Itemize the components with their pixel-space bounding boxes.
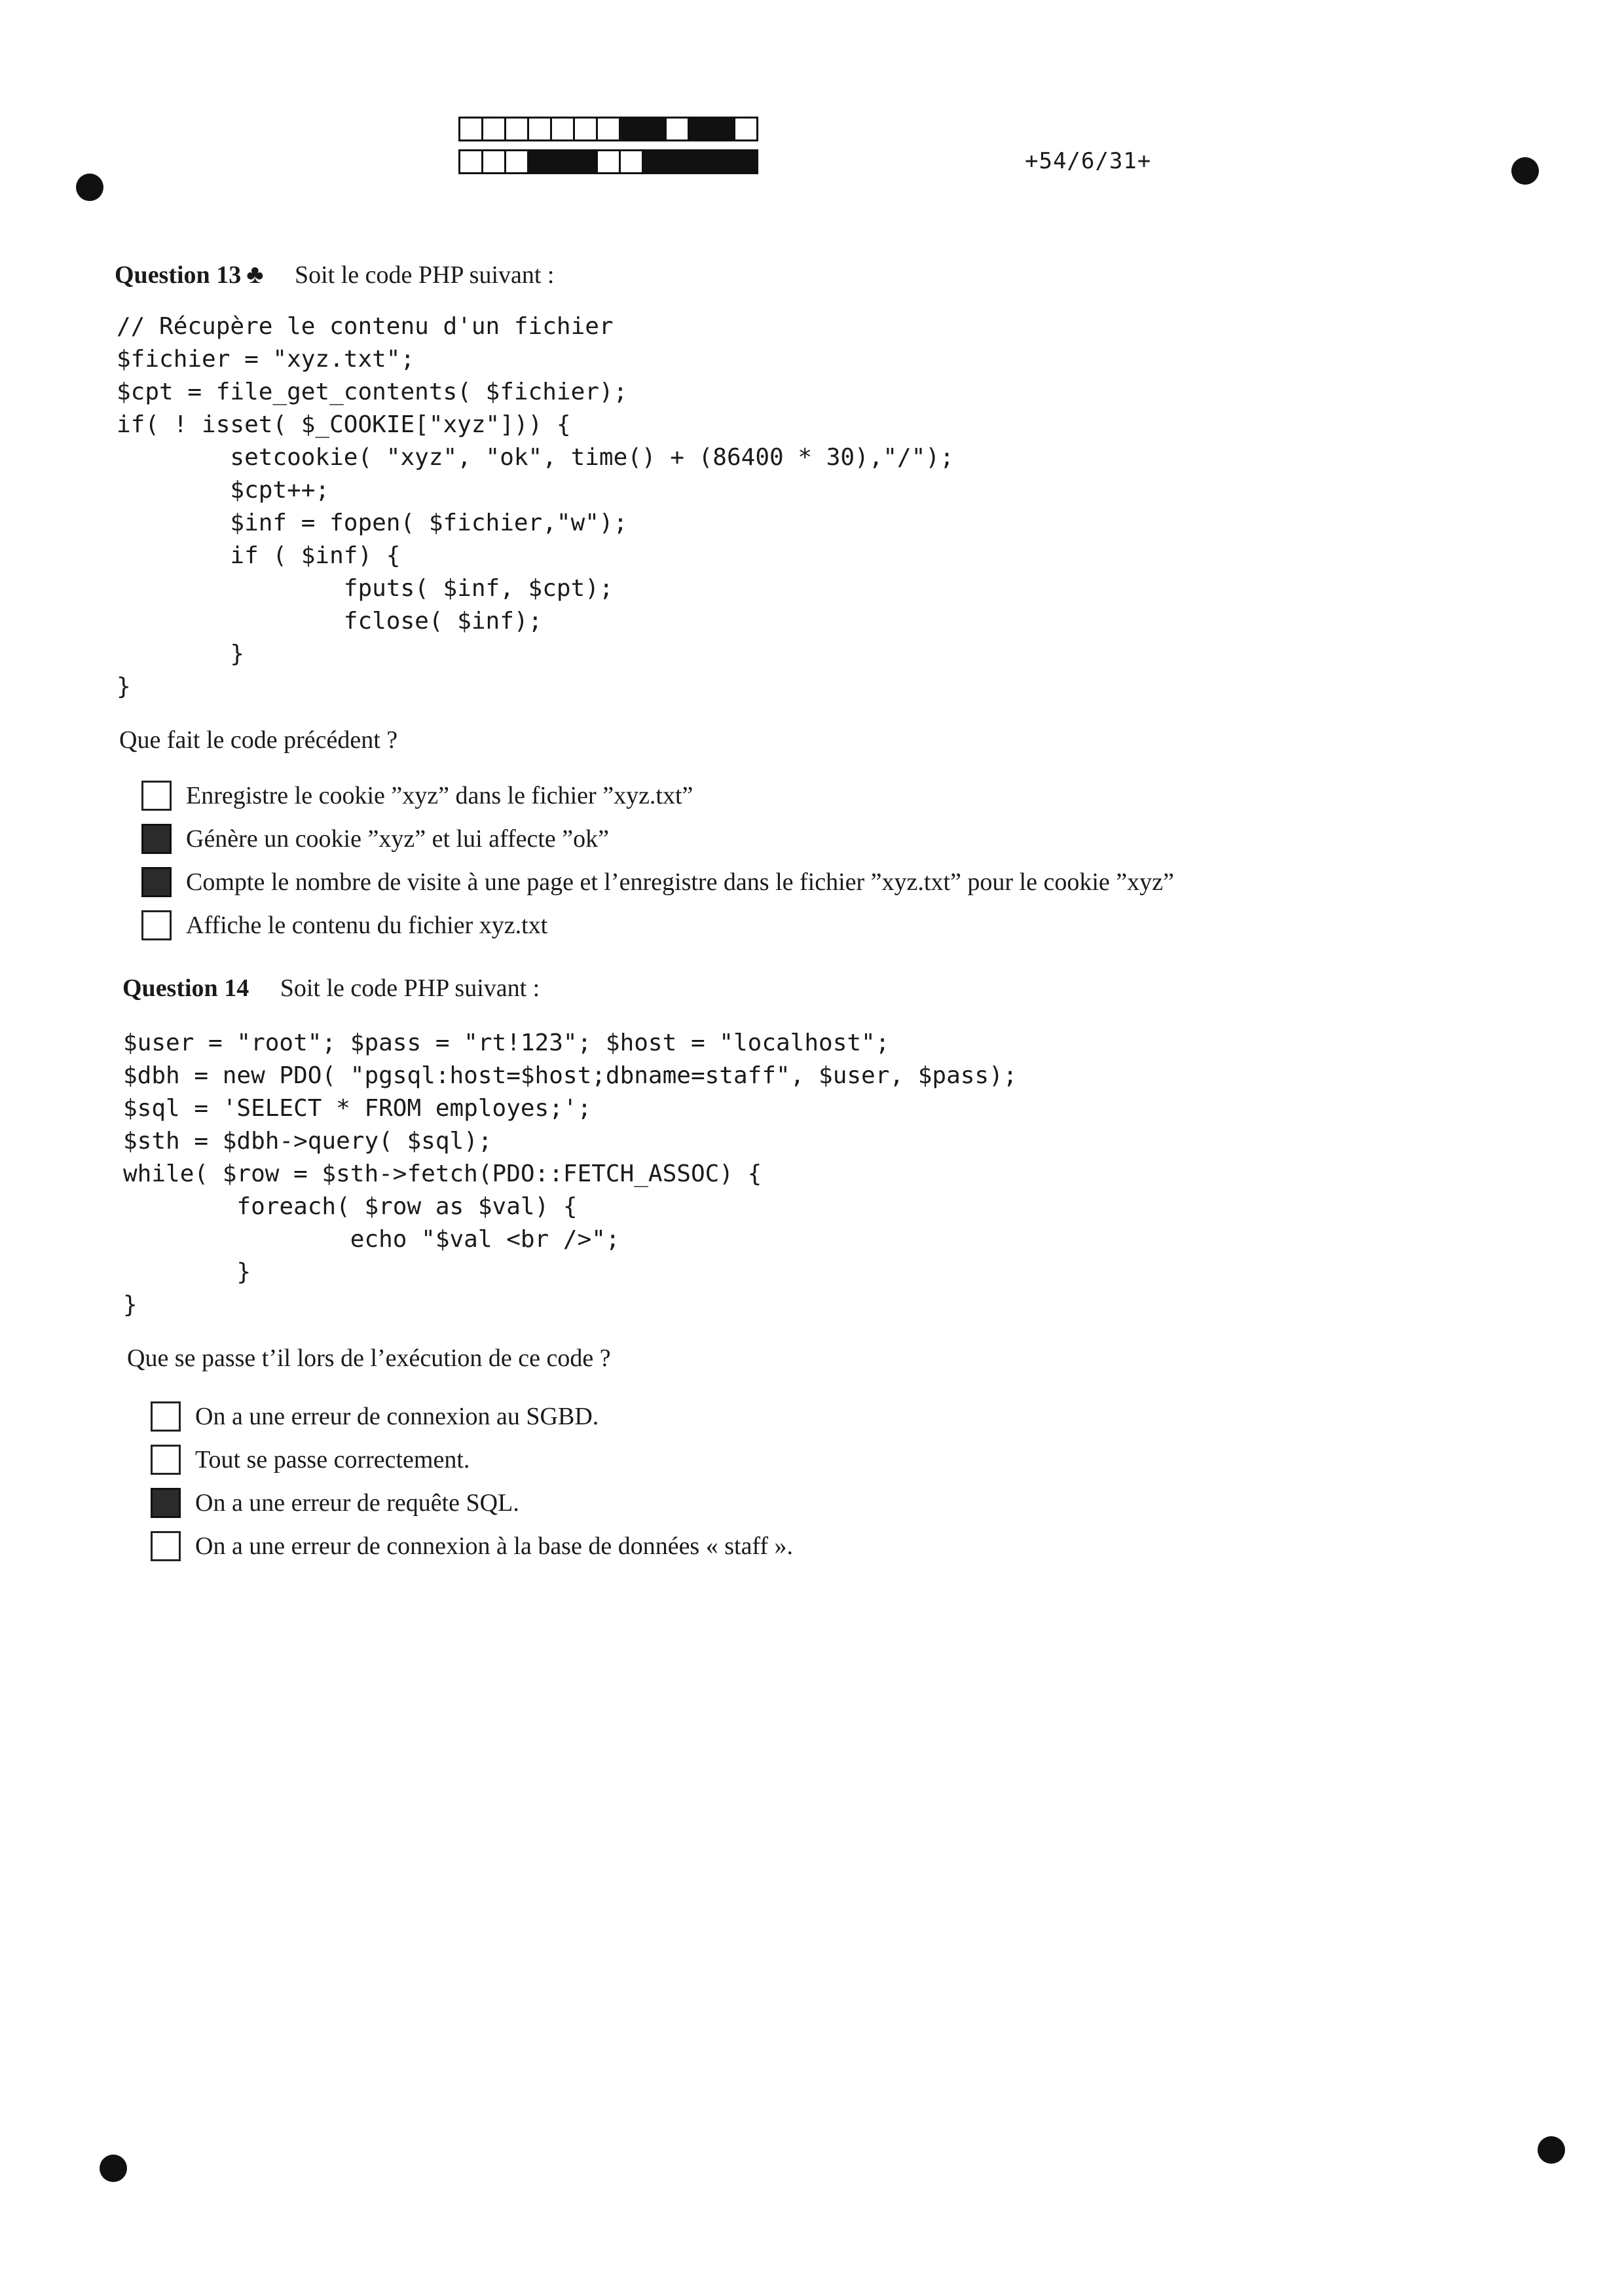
barcode-cell bbox=[642, 117, 667, 141]
barcode-cell bbox=[710, 117, 735, 141]
question-13-number: Question 13 ♣ bbox=[115, 259, 264, 289]
barcode-cell bbox=[481, 117, 506, 141]
answer-label: Tout se passe correctement. bbox=[195, 1446, 470, 1473]
answer-label: Enregistre le cookie ”xyz” dans le fichier ”xyz.txt” bbox=[186, 782, 693, 809]
question-13-intro: Soit le code PHP suivant : bbox=[294, 261, 555, 289]
question-14-intro: Soit le code PHP suivant : bbox=[280, 974, 540, 1002]
question-13-code: // Récupère le contenu d'un fichier $fichier = "xyz.txt"; $cpt = file_get_contents( $fichier); if( ! isset( $_COOKIE["xyz"])) { setcookie( "xyz", "ok", time() + (86400 * 30),"/"); $cpt++; $inf = fopen( $fichier,"w"); if ( $inf) { fputs( $inf, $cpt); fclose( $inf); } } bbox=[117, 313, 954, 700]
barcode-cell bbox=[688, 117, 712, 141]
barcode-cell bbox=[504, 149, 529, 174]
barcode-cell bbox=[665, 117, 690, 141]
answer-option[interactable] bbox=[141, 904, 1174, 947]
answer-label: On a une erreur de requête SQL. bbox=[195, 1489, 519, 1517]
answer-label: On a une erreur de connexion au SGBD. bbox=[195, 1403, 599, 1430]
answer-option[interactable] bbox=[141, 817, 1174, 861]
empty-box-icon[interactable] bbox=[141, 781, 172, 811]
checked-box-icon[interactable] bbox=[141, 867, 172, 897]
checked-box-icon[interactable] bbox=[141, 824, 172, 854]
question-13-heading bbox=[115, 259, 555, 289]
barcode-cell bbox=[733, 117, 758, 141]
barcode-cell bbox=[481, 149, 506, 174]
page-id: +54/6/31+ bbox=[1025, 148, 1152, 174]
barcode-cell bbox=[458, 117, 483, 141]
question-14-prompt: Que se passe t’il lors de l’exécution de ce code ? bbox=[127, 1344, 611, 1372]
barcode-row-bottom bbox=[458, 149, 756, 174]
empty-box-icon[interactable] bbox=[151, 1445, 181, 1475]
answer-option[interactable] bbox=[141, 774, 1174, 817]
barcode-cell bbox=[688, 149, 712, 174]
barcode-cell bbox=[527, 117, 552, 141]
empty-box-icon[interactable] bbox=[151, 1531, 181, 1561]
answer-option[interactable] bbox=[151, 1438, 793, 1481]
barcode-cell bbox=[458, 149, 483, 174]
registration-mark-top-left bbox=[76, 174, 103, 201]
answer-label: Génère un cookie ”xyz” et lui affecte ”ok” bbox=[186, 825, 609, 853]
question-14-answers bbox=[151, 1395, 793, 1568]
answer-option[interactable] bbox=[151, 1395, 793, 1438]
question-14-number: Question 14 bbox=[122, 974, 249, 1002]
club-icon: ♣ bbox=[246, 259, 264, 289]
checked-box-icon[interactable] bbox=[151, 1488, 181, 1518]
barcode-cell bbox=[619, 149, 644, 174]
answer-option[interactable] bbox=[151, 1481, 793, 1525]
barcode-cell bbox=[596, 149, 621, 174]
barcode-cell bbox=[710, 149, 735, 174]
question-13-prompt: Que fait le code précédent ? bbox=[119, 726, 398, 754]
barcode-cell bbox=[596, 117, 621, 141]
registration-mark-top-right bbox=[1511, 157, 1539, 185]
barcode-cell bbox=[504, 117, 529, 141]
barcode-cell bbox=[550, 149, 575, 174]
barcode-cell bbox=[573, 117, 598, 141]
empty-box-icon[interactable] bbox=[141, 910, 172, 940]
registration-mark-bottom-left bbox=[100, 2155, 127, 2182]
registration-mark-bottom-right bbox=[1538, 2136, 1565, 2164]
barcode-cell bbox=[665, 149, 690, 174]
empty-box-icon[interactable] bbox=[151, 1401, 181, 1432]
barcode-cell bbox=[573, 149, 598, 174]
answer-option[interactable] bbox=[151, 1525, 793, 1568]
barcode-cell bbox=[733, 149, 758, 174]
barcode-cell bbox=[550, 117, 575, 141]
question-13-answers bbox=[141, 774, 1174, 947]
answer-label: Affiche le contenu du fichier xyz.txt bbox=[186, 912, 548, 939]
question-14-code: $user = "root"; $pass = "rt!123"; $host = "localhost"; $dbh = new PDO( "pgsql:host=$host;dbname=staff", $user, $pass); $sql = 'SELECT * FROM employes;'; $sth = $dbh->query( $sql); while( $row = $sth->fetch(PDO::FETCH_ASSOC) { foreach( $row as $val) { echo "$val <br />"; } } bbox=[123, 1029, 1018, 1318]
barcode-cell bbox=[619, 117, 644, 141]
barcode-row-top bbox=[458, 117, 756, 141]
question-14-heading bbox=[122, 974, 540, 1003]
answer-option[interactable] bbox=[141, 861, 1174, 904]
answer-label: Compte le nombre de visite à une page et l’enregistre dans le fichier ”xyz.txt” pour le cookie ”xyz” bbox=[186, 868, 1174, 896]
barcode-cell bbox=[642, 149, 667, 174]
answer-label: On a une erreur de connexion à la base de données « staff ». bbox=[195, 1532, 794, 1560]
barcode-cell bbox=[527, 149, 552, 174]
